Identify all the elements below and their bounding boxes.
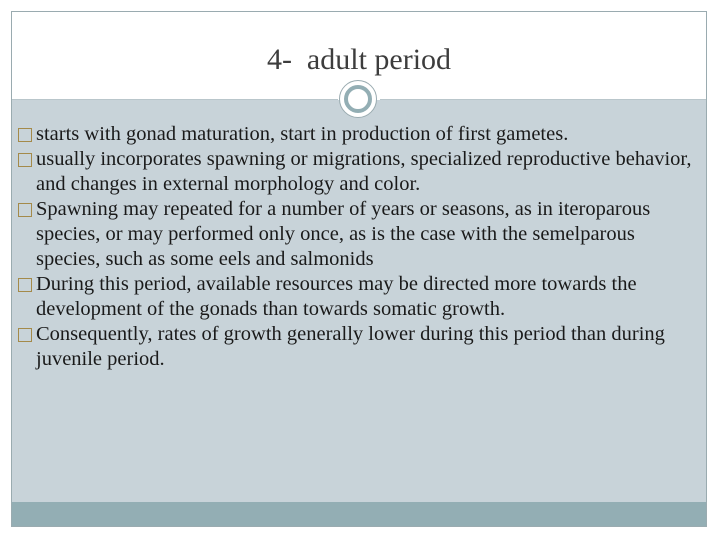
- bullet-text: Spawning may repeated for a number of years or seasons, as in iteroparous species, or may performed only once, as is the case with the semelparous species, such as some eels and salmonids: [36, 198, 651, 270]
- slide-title: 4- adult period: [266, 43, 452, 76]
- bullet-text: During this period, available resources may be directed more towards the development of the gonads than towards somatic growth.: [36, 273, 637, 320]
- bullet-item: [18, 322, 704, 372]
- bullet-text: Consequently, rates of growth generally lower during this period than during juvenile period.: [36, 323, 665, 370]
- bullet-item: [18, 272, 704, 322]
- bullet-item: [18, 122, 704, 147]
- bullet-square-icon: [18, 153, 32, 167]
- bullet-square-icon: [18, 128, 32, 142]
- bullet-text: usually incorporates spawning or migrations, specialized reproductive behavior, and changes in external morphology and color.: [36, 148, 692, 195]
- bullet-text: starts with gonad maturation, start in production of first gametes.: [36, 123, 569, 145]
- bullet-square-icon: [18, 328, 32, 342]
- bullet-list: [18, 122, 704, 372]
- bullet-square-icon: [18, 203, 32, 217]
- ring-icon: [339, 80, 377, 118]
- bullet-item: [18, 147, 704, 197]
- bullet-item: [18, 197, 704, 272]
- bullet-square-icon: [18, 278, 32, 292]
